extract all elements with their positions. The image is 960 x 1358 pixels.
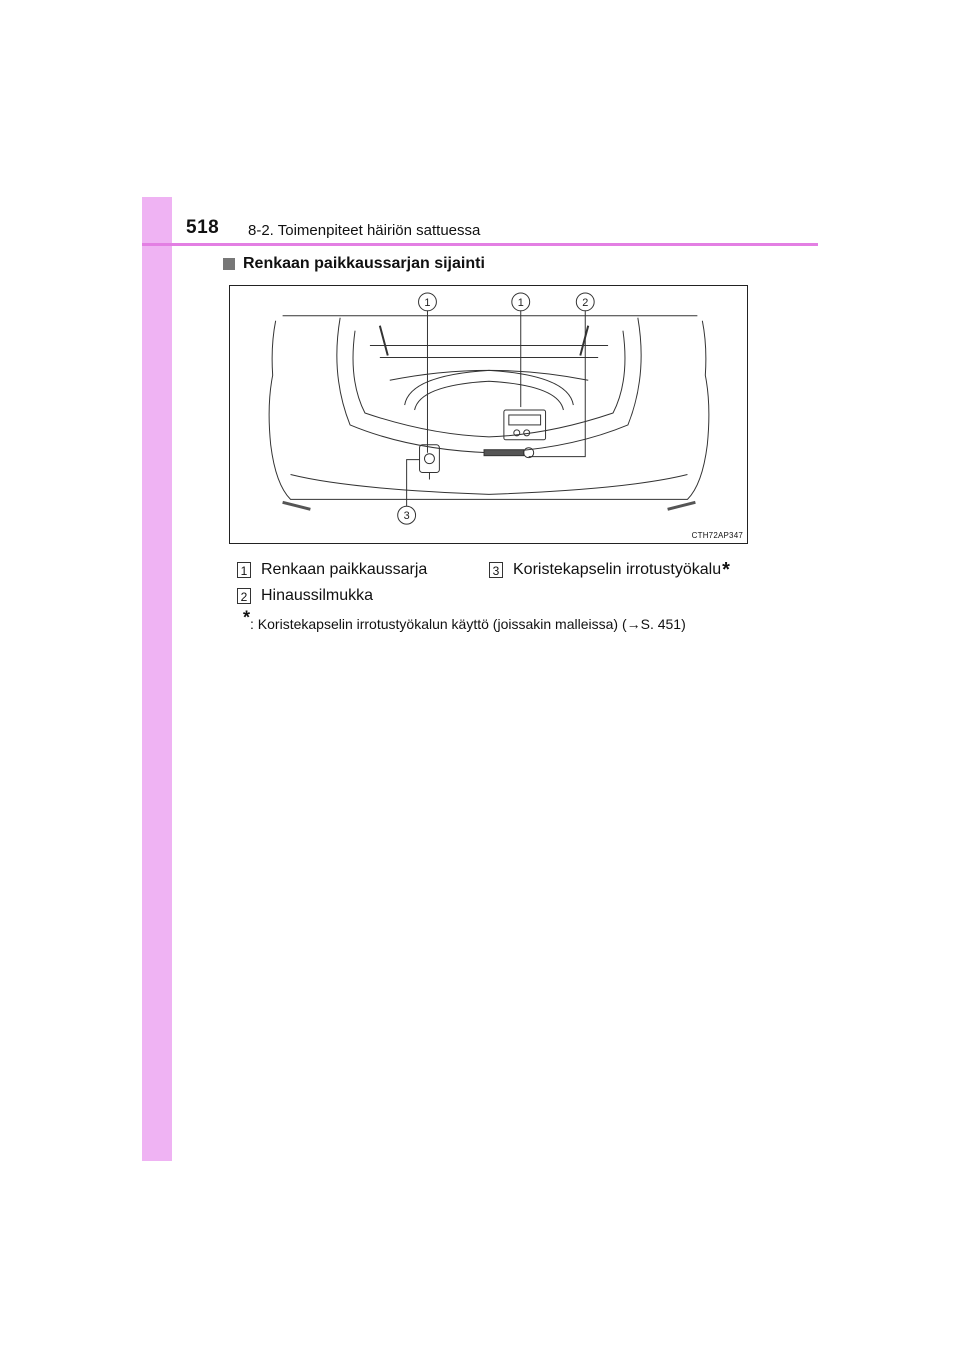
page-number: 518 [186,217,220,238]
legend-text: Koristekapselin irrotustyökalu [513,561,722,578]
legend-text: Renkaan paikkaussarja [261,561,428,578]
legend-text: Hinaussilmukka [261,587,374,604]
figure-code: CTH72AP347 [691,531,743,540]
side-tab-bar [142,197,172,1161]
legend-item-1 [237,561,427,579]
footnote [243,607,686,632]
section-heading [223,255,485,273]
trunk-drawing [230,286,747,543]
footnote-text: : Koristekapselin irrotustyökalun käyttö (joissakin malleissa) (→S. 451) [250,616,686,632]
callout-1b: 1 [517,296,524,309]
legend-item-3: 3 Koristekapselin irrotustyökalu * [489,561,730,579]
legend-number: 1 [237,562,251,578]
section-title: 8-2. Toimenpiteet häiriön sattuessa [248,222,481,239]
heading-text: Renkaan paikkaussarjan sijainti [243,255,485,272]
heading-bullet-icon [223,258,235,270]
header-rule [142,243,818,246]
callout-2: 2 [582,296,589,309]
legend-item-2 [237,587,373,605]
footnote-asterisk: * [243,607,251,628]
callout-3: 3 [403,510,410,523]
trunk-illustration [229,285,748,544]
legend-number: 3 [489,562,503,578]
legend-number: 2 [237,588,251,604]
callout-1a: 1 [424,296,431,309]
